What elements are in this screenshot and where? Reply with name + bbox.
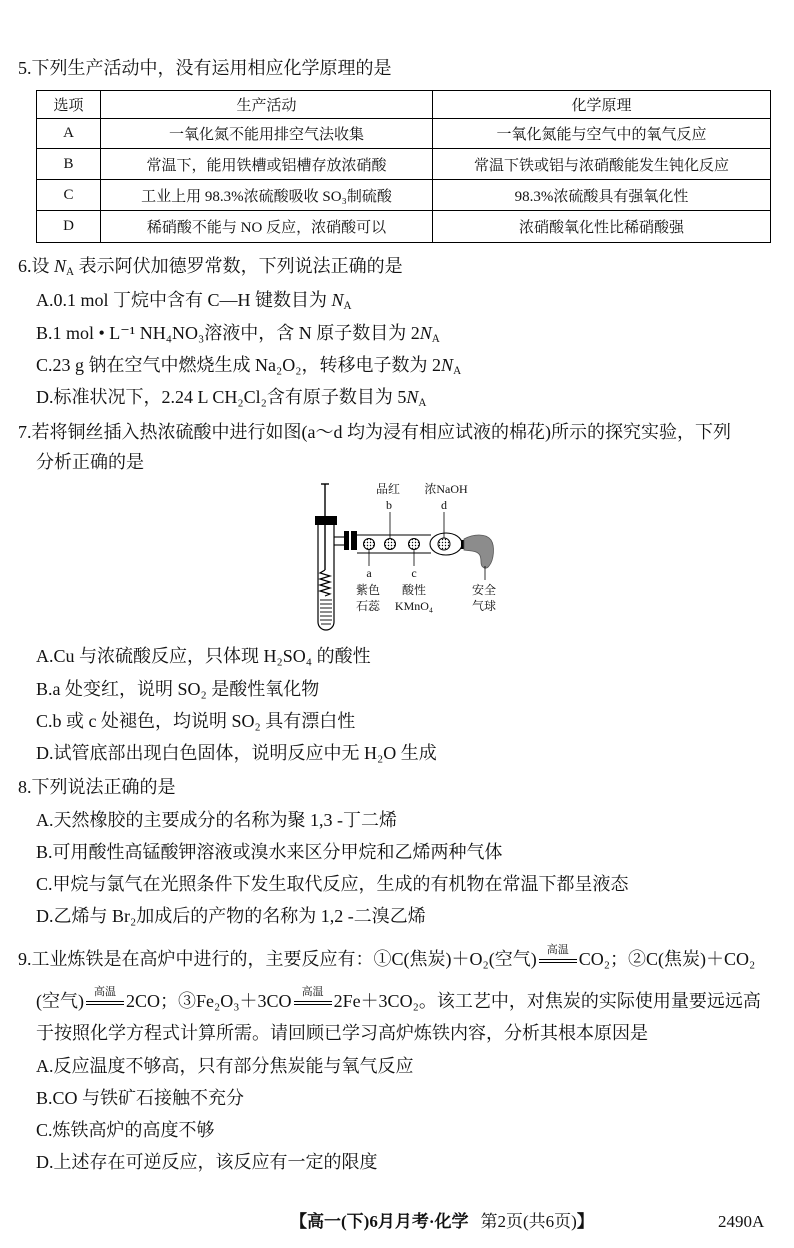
page-footer	[290, 1210, 594, 1234]
label-c: c	[411, 566, 417, 580]
reaction-condition-label: 高温	[94, 986, 116, 998]
question-8-option-c: C.甲烷与氯气在光照条件下发生取代反应，生成的有机物在常温下都呈液态	[36, 874, 629, 894]
question-7-stem-line-1: 7.若将铜丝插入热浓硫酸中进行如图(a～d 均为浸有相应试液的棉花)所示的探究实验，下列	[18, 422, 731, 442]
label-c-reagent-line-1: 酸性	[401, 583, 427, 597]
avogadro-symbol: N	[406, 387, 419, 407]
question-7-stem-line-2: 分析正确的是	[36, 452, 144, 472]
reaction-condition-sign	[294, 986, 332, 1013]
question-9-option-b: B.CO 与铁矿石接触不充分	[36, 1088, 245, 1108]
table-cell-activity: 稀硝酸不能与 NO 反应，浓硝酸可以	[101, 211, 433, 243]
avogadro-subscript: A	[343, 300, 352, 313]
question-6-option-a	[36, 288, 352, 312]
table-row	[37, 180, 771, 211]
question-7-option-a: A.Cu 与浓硫酸反应，只体现 H₂SO₄ 的酸性	[36, 646, 371, 666]
reaction-condition-label: 高温	[546, 944, 569, 956]
cotton-ball-d	[438, 538, 450, 550]
option-text: A.0.1 mol 丁烷中含有 C—H 键数目为	[36, 290, 332, 310]
copper-coil	[320, 570, 330, 596]
question-6-option-d	[36, 385, 426, 409]
cotton-ball-a	[364, 539, 375, 550]
table-cell-principle: 98.3%浓硫酸具有强氧化性	[433, 180, 771, 211]
table-cell-principle: 浓硝酸氧化性比稀硝酸强	[433, 211, 771, 243]
question-9-option-a: A.反应温度不够高，只有部分焦炭能与氧气反应	[36, 1056, 414, 1076]
question-6-option-b	[36, 321, 440, 345]
footer-bracket: 】	[576, 1212, 594, 1231]
reaction-condition-sign	[86, 986, 124, 1013]
table-cell-option: B	[37, 149, 101, 180]
question-7-option-b: B.a 处变红，说明 SO₂ 是酸性氧化物	[36, 679, 320, 699]
reaction-condition-label: 高温	[301, 986, 324, 998]
table-cell-activity: 一氧化氮不能用排空气法收集	[101, 119, 433, 149]
table-cell-option: A	[37, 119, 101, 149]
avogadro-subscript: A	[418, 397, 427, 410]
label-d: d	[441, 498, 447, 512]
stem-text: (空气)	[36, 991, 84, 1011]
question-9-option-c: C.炼铁高炉的高度不够	[36, 1120, 215, 1140]
avogadro-subscript: A	[66, 266, 75, 279]
reaction-equals-line	[294, 1001, 332, 1005]
table-row	[37, 119, 771, 149]
cotton-ball-b	[385, 539, 396, 550]
question-7-option-d: D.试管底部出现白色固体，说明反应中无 H₂O 生成	[36, 743, 437, 763]
label-balloon-line-1: 安全	[471, 583, 497, 597]
table-header-principle: 化学原理	[433, 91, 771, 119]
table-cell-activity: 常温下，能用铁槽或铝槽存放浓硝酸	[101, 149, 433, 180]
stem-text: 2CO；③Fe₂O₃＋3CO	[126, 991, 292, 1011]
option-text: C.23 g 钠在空气中燃烧生成 Na₂O₂，转移电子数为 2	[36, 355, 442, 375]
option-text: D.标准状况下，2.24 L CH₂Cl₂含有原子数目为 5	[36, 387, 407, 407]
label-balloon-line-2: 气球	[471, 599, 497, 613]
reaction-equals-line	[539, 959, 577, 963]
table-cell-option: C	[37, 180, 101, 211]
rubber-stopper	[315, 516, 337, 525]
question-8-option-d: D.乙烯与 Br₂加成后的产物的名称为 1,2 -二溴乙烯	[36, 906, 426, 926]
connector-right	[351, 531, 357, 550]
footer-paper-code: 2490A	[718, 1212, 765, 1231]
question-6-stem	[18, 254, 403, 278]
experiment-apparatus-diagram	[300, 478, 500, 638]
avogadro-subscript: A	[431, 333, 440, 346]
avogadro-symbol: N	[419, 323, 432, 343]
label-c-reagent-line-2: KMnO₄	[394, 599, 434, 613]
reaction-equals-line	[86, 1001, 124, 1005]
table-row	[37, 149, 771, 180]
reaction-condition-sign	[539, 944, 577, 971]
option-text: B.1 mol • L⁻¹ NH₄NO₃溶液中，含 N 原子数目为 2	[36, 323, 420, 343]
question-9-stem-line-3: 于按照化学方程式计算所需。请回顾已学习高炉炼铁内容，分析其根本原因是	[36, 1023, 648, 1043]
label-a: a	[366, 566, 372, 580]
label-a-reagent-line-2: 石蕊	[355, 599, 381, 613]
stem-text: 9.工业炼铁是在高炉中进行的，主要反应有：①C(焦炭)＋O₂(空气)	[18, 949, 537, 969]
label-d-reagent: 浓NaOH	[424, 482, 468, 496]
label-b: b	[386, 498, 392, 512]
table-cell-principle: 常温下铁或铝与浓硝酸能发生钝化反应	[433, 149, 771, 180]
table-row	[37, 211, 771, 243]
acid-liquid	[320, 600, 332, 624]
label-b-reagent: 品红	[375, 482, 401, 496]
avogadro-symbol: N	[54, 256, 67, 276]
stem-text: 2Fe＋3CO₂。该工艺中，对焦炭的实际使用量要远远高	[333, 991, 761, 1011]
question-9-stem-line-2	[36, 986, 761, 1013]
stem-text: CO₂；②C(焦炭)＋CO₂	[578, 949, 756, 969]
question-8-stem: 8.下列说法正确的是	[18, 777, 176, 797]
safety-balloon	[464, 535, 493, 568]
table-header-activity: 生产活动	[101, 91, 433, 119]
table-header-option: 选项	[37, 91, 101, 119]
question-7-option-c: C.b 或 c 处褪色，均说明 SO₂ 具有漂白性	[36, 711, 356, 731]
avogadro-symbol: N	[441, 355, 454, 375]
footer-page-number: 第2页(共6页)	[480, 1212, 577, 1231]
question-9-stem-line-1	[18, 944, 756, 971]
table-cell-option: D	[37, 211, 101, 243]
avogadro-symbol: N	[331, 290, 344, 310]
table-cell-principle: 一氧化氮能与空气中的氧气反应	[433, 119, 771, 149]
question-8-option-b: B.可用酸性高锰酸钾溶液或溴水来区分甲烷和乙烯两种气体	[36, 842, 503, 862]
question-5-stem: 5.下列生产活动中，没有运用相应化学原理的是	[18, 58, 392, 78]
question-6-option-c	[36, 353, 461, 377]
question-5-table	[36, 90, 771, 243]
table-header-row	[37, 91, 771, 119]
stem-text: 6.设	[18, 256, 54, 276]
question-8-option-a: A.天然橡胶的主要成分的名称为聚 1,3 -丁二烯	[36, 810, 397, 830]
connector-left	[344, 531, 349, 550]
stem-text: 表示阿伏加德罗常数，下列说法正确的是	[74, 256, 403, 276]
footer-exam-title: 【高一(下)6月月考·化学	[290, 1212, 469, 1231]
label-a-reagent-line-1: 紫色	[355, 583, 381, 597]
table-cell-activity: 工业上用 98.3%浓硫酸吸收 SO₃制硫酸	[101, 180, 433, 211]
question-9-option-d: D.上述存在可逆反应，该反应有一定的限度	[36, 1152, 378, 1172]
avogadro-subscript: A	[453, 365, 462, 378]
cotton-ball-c	[409, 539, 420, 550]
